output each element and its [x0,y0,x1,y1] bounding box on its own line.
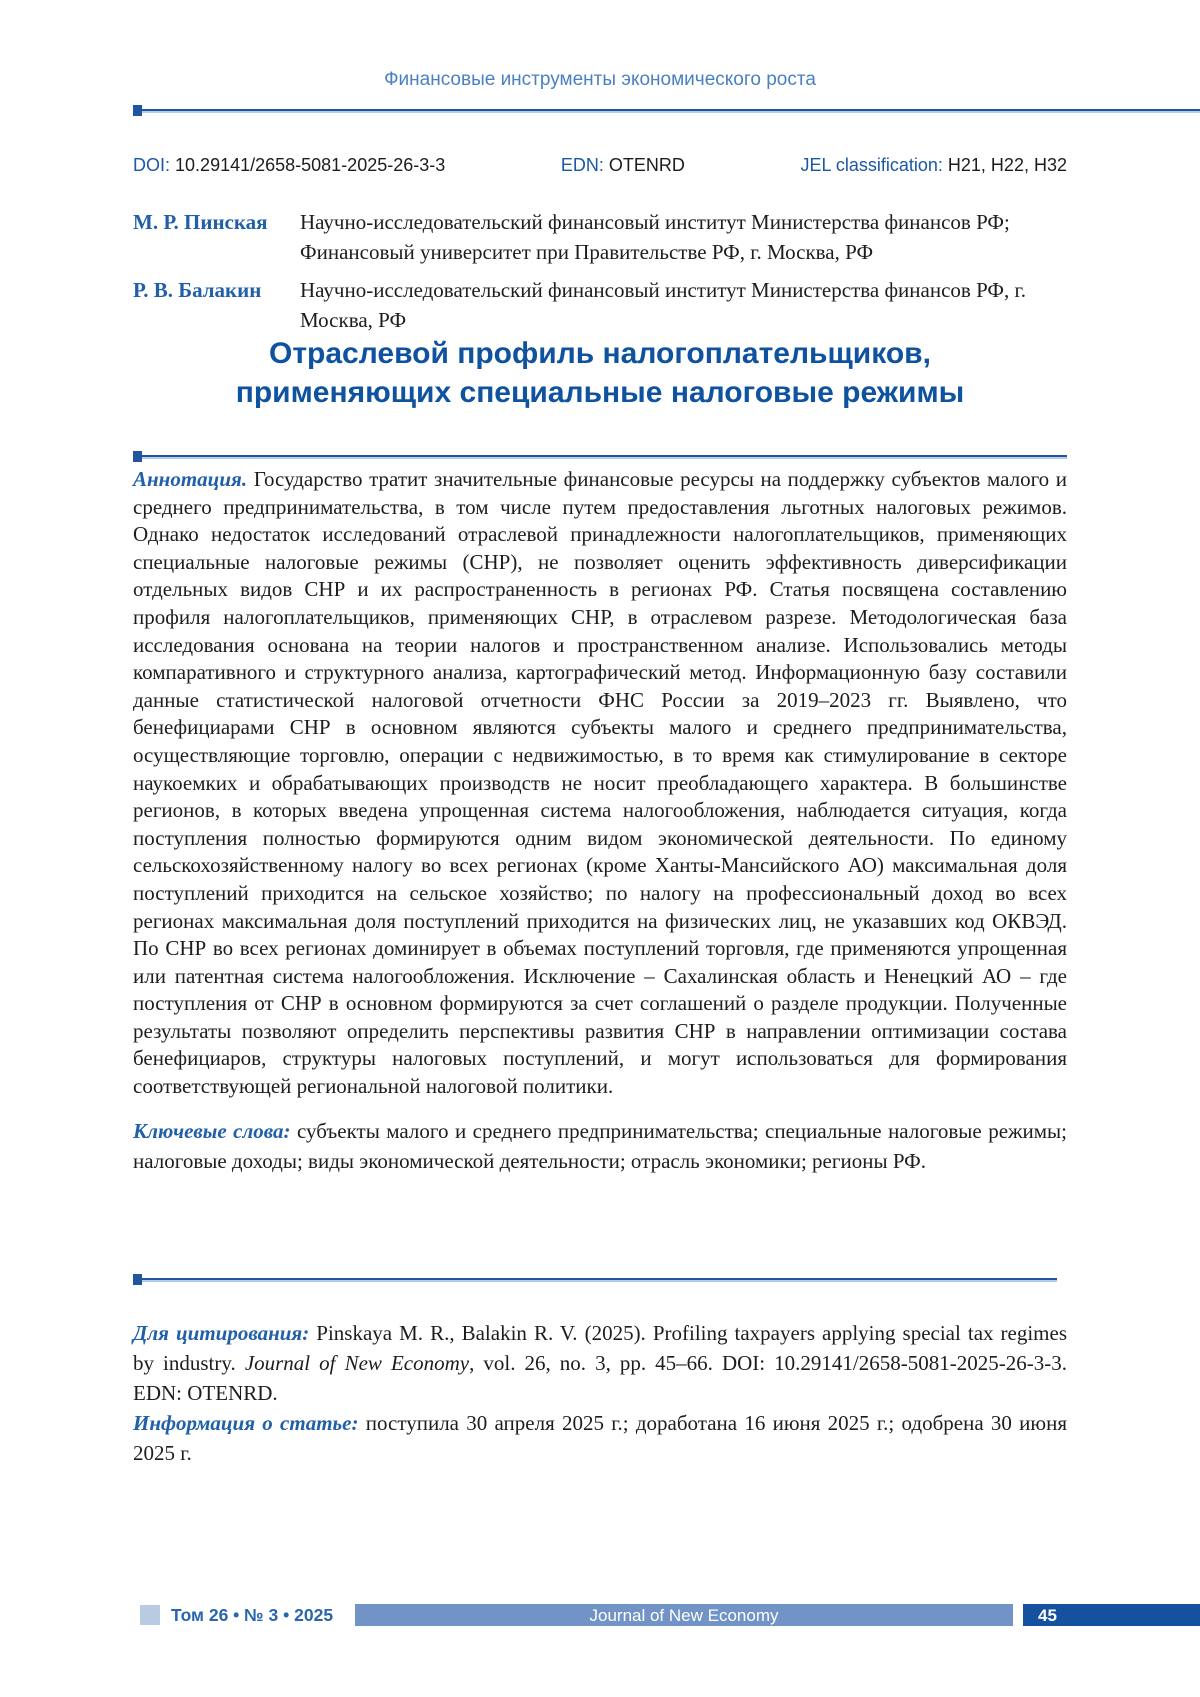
keywords-divider-end-cap [133,1274,142,1285]
running-head: Финансовые инструменты экономического роста [384,69,816,90]
abstract-paragraph [133,466,1067,1101]
title-rule [133,455,1067,459]
author-affiliation: Научно-исследовательский финансовый институт Министерства финансов РФ; Финансовый университет при Правительстве РФ, г. Москва, РФ [300,210,1010,264]
article-front-matter [133,466,1067,1468]
article-title-line-1: Отраслевой профиль налогоплательщиков, [269,337,931,370]
keywords-text: субъекты малого и среднего предпринимательства; специальные налоговые режимы; налоговые доходы; виды экономической деятельности; отрасль экономики; регионы РФ. [133,1118,1068,1173]
footer-journal-bar: Journal of New Economy [355,1604,1013,1626]
author-name: Р. В. Балакин [133,278,262,302]
edn-label: EDN: [560,155,604,175]
authors-block [133,207,1067,343]
author-name: М. Р. Пинская [133,210,268,234]
jel-value: H21, H22, H32 [947,155,1067,175]
article-meta-row [133,155,1067,176]
edn [561,155,685,176]
keywords-paragraph [133,1116,1067,1176]
citation-text-before-journal: Pinskaya M. R., Balakin R. V. (2025). Profiling taxpayers applying special tax regimes by industry. [133,1320,1068,1375]
article-title-line-2: применяющих специальные налоговые режимы [235,376,965,409]
page-footer [0,1604,1200,1626]
abstract-text: Государство тратит значительные финансовые ресурсы на поддержку субъектов малого и среднего предпринимательства, в том числе путем предоставления льготных налоговых режимов. Однако недостаток исследований отраслевой принадлежности налогоплательщиков, применяющих специальные налоговые режимы (СНР), не позволяет оценить эффективность диверсификации отдельных видов СНР и их распространенность в регионах РФ. Статья посвящена составлению профиля налогоплательщиков, применяющих СНР, в отраслевом разрезе. Методологическая база исследования основана на теории налогов и пространственном анализе. Использовались методы компаративного и структурного анализа, картографический метод. Информационную базу составили данные статистической налоговой отчетности ФНС России за 2019–2023 гг. Выявлено, что бенефициарами СНР в основном являются субъекты малого и среднего предпринимательства, осуществляющие торговлю, операции с недвижимостью, в то время как стимулирование в секторе наукоемких и обрабатывающих производств не носит преобладающего характера. В большинстве регионов, в которых введена упрощенная система налогообложения, наблюдается ситуация, когда поступления полностью формируются одним видом экономической деятельности. По единому сельскохозяйственному налогу во всех регионах (кроме Ханты-Мансийского АО) максимальная доля поступлений приходится на сельское хозяйство; по налогу на профессиональный доход во всех регионах максимальная доля поступлений приходится на физических лиц, не указавших код ОКВЭД. По СНР во всех регионах доминирует в объемах поступлений торговля, где применяются упрощенная или патентная система налогообложения. Исключение – Сахалинская область и Ненецкий АО – где поступления от СНР в основном формируются за счет соглашений о разделе продукции. Полученные результаты позволяют определить перспективы развития СНР в направлении оптимизации состава бенефициаров, структуры налоговых поступлений, и могут использоваться для формирования соответствующей региональной налоговой политики. [133,467,1068,1099]
footer-page-number: 45 [1023,1604,1200,1626]
title-rule-end-cap [133,451,142,462]
citation-label: Для цитирования: [133,1320,310,1345]
citation-paragraph [133,1318,1067,1408]
keywords-label: Ключевые слова: [133,1118,291,1143]
author-row [133,207,1067,267]
doi-value: 10.29141/2658-5081-2025-26-3-3 [175,155,446,175]
header-rule-end-cap [133,105,142,116]
jel-classification [800,155,1067,176]
footer-square-marker [140,1605,160,1625]
footer-volume-info: Том 26 • № 3 • 2025 [171,1605,334,1625]
doi-label: DOI: [133,155,171,175]
abstract-label: Аннотация. [133,467,248,491]
keywords-divider-rule [133,1278,1057,1282]
citation-journal-name: Journal of New Economy [244,1350,470,1375]
doi [133,155,445,176]
author-affiliation: Научно-исследовательский финансовый институт Министерства финансов РФ, г. Москва, РФ [300,278,1026,332]
author-row [133,275,1067,335]
keywords-divider-wrap [133,1278,1067,1282]
citation-text-after-journal: , vol. 26, no. 3, pp. 45–66. DOI: 10.29141/2658-5081-2025-26-3-3. EDN: OTENRD. [133,1350,1067,1405]
article-info-label: Информация о статье: [133,1410,359,1435]
edn-value: OTENRD [608,155,685,175]
article-info-text: поступила 30 апреля 2025 г.; доработана 16 июня 2025 г.; одобрена 30 июня 2025 г. [133,1410,1068,1465]
article-title [133,334,1067,412]
jel-label: JEL classification: [800,155,943,175]
header-rule [133,109,1200,113]
article-info-paragraph [133,1408,1067,1468]
